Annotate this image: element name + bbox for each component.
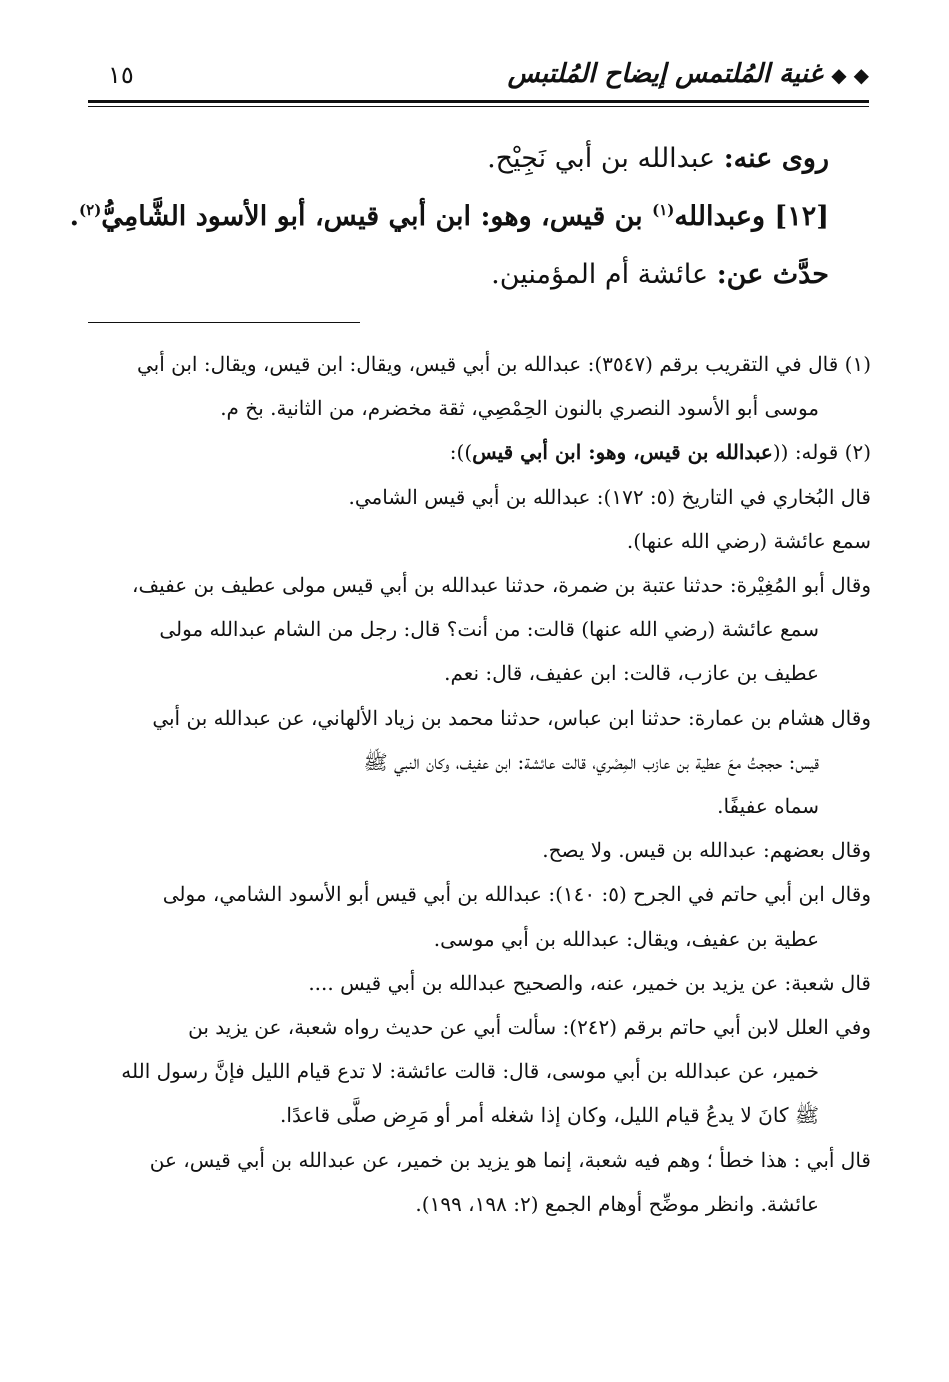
narrated-from-text: عائشة أم المؤمنين. xyxy=(491,259,717,290)
footnote-separator xyxy=(88,322,360,323)
footnote-line: قال شعبة: عن يزيد بن خمير، عنه، والصحيح عبدالله بن أبي قيس .... xyxy=(308,970,871,995)
narrators-from-label: روى عنه: xyxy=(723,143,829,174)
footnote-line: وقال أبو المُغِيْرة: حدثنا عتبة بن ضمرة، حدثنا عبدالله بن أبي قيس مولى عطيف بن عفيف، xyxy=(131,573,871,598)
main-text xyxy=(69,130,829,304)
footnote-2-end: )): xyxy=(449,440,473,465)
page-number: ١٥ xyxy=(108,61,134,89)
footnote-line: قال البُخاري في التاريخ (٥: ١٧٢): عبدالله بن أبي قيس الشامي. xyxy=(348,484,871,509)
footnote-2-quote: عبدالله بن قيس، وهو: ابن أبي قيس xyxy=(472,440,773,465)
book-title-text: غنية المُلتمس إيضاح المُلتبس xyxy=(507,59,823,89)
footnote-line: ﷺ كانَ لا يدعُ قيام الليل، وكان إذا شغله أمر أو مَرِض صلَّى قاعدًا. xyxy=(280,1103,819,1128)
footnote-line: (١) قال في التقريب برقم (٣٥٤٧): عبدالله بن أبي قيس، ويقال: ابن قيس، ويقال: ابن أبي xyxy=(136,352,871,376)
footnote-line xyxy=(88,430,871,474)
entry-name-rest: بن قيس، وهو: ابن أبي قيس، أبو الأسود الشَّامِيُّ xyxy=(101,201,653,232)
narrators-from-text: عبدالله بن أبي نَجِيْح. xyxy=(487,143,724,174)
book-title xyxy=(508,59,869,89)
footnote-line: وقال هشام بن عمارة: حدثنا ابن عباس، حدثنا محمد بن زياد الألهاني، عن عبدالله بن أبي xyxy=(152,705,871,730)
footnote-line: عائشة. وانظر موضِّح أوهام الجمع (٢: ١٩٨، ١٩٩). xyxy=(415,1191,819,1216)
narrators-from-line xyxy=(90,130,829,188)
footnote-line: قال أبي : هذا خطأ ؛ وهم فيه شعبة، إنما هو يزيد بن خمير، عن عبدالله بن أبي قيس، عن xyxy=(149,1147,871,1172)
footnote-line: سمع عائشة (رضي الله عنها). xyxy=(626,528,871,553)
footnote-line: سماه عفيفًا. xyxy=(717,794,819,819)
footnote-ref-1: (١) xyxy=(652,201,675,219)
footnote-2-start: (٢) قوله: (( xyxy=(772,440,871,465)
header-rule-thick xyxy=(88,100,869,103)
footnote-line: عطيف بن عازب، قالت: ابن عفيف، قال: نعم. xyxy=(444,661,819,686)
footnote-line: موسى أبو الأسود النصري بالنون الحِمْصِي، ثقة مخضرم، من الثانية. بخ م. xyxy=(220,396,819,421)
footnote-line: وقال بعضهم: عبدالله بن قيس. ولا يصح. xyxy=(542,838,871,863)
header-rule-thin xyxy=(88,106,869,107)
narrated-from-label: حدَّث عن: xyxy=(716,259,829,290)
entry-heading xyxy=(69,188,829,246)
footnote-line: خمير، عن عبدالله بن أبي موسى، قال: قالت عائشة: لا تدع قيام الليل فإنَّ رسول الله xyxy=(121,1059,819,1084)
entry-number: [١٢] xyxy=(765,201,829,232)
running-header xyxy=(90,55,869,97)
footnotes xyxy=(88,342,871,1226)
narrated-from-line xyxy=(90,246,829,304)
footnote-line: وقال ابن أبي حاتم في الجرح (٥: ١٤٠): عبدالله بن أبي قيس أبو الأسود الشامي، مولى xyxy=(162,882,871,907)
entry-name: وعبدالله xyxy=(674,201,766,232)
footnote-line: وفي العلل لابن أبي حاتم برقم (٢٤٢): سألت أبي عن حديث رواه شعبة، عن يزيد بن xyxy=(188,1015,871,1040)
footnote-ref-2: (٢) xyxy=(79,201,102,219)
diamond-ornament-icon: ◆ ◆ xyxy=(831,63,869,87)
footnote-line: سمع عائشة (رضي الله عنها) قالت: من أنت؟ قال: رجل من الشام عبدالله مولى xyxy=(159,617,819,642)
footnote-line: عطية بن عفيف، ويقال: عبدالله بن أبي موسى. xyxy=(433,926,819,951)
entry-end: . xyxy=(69,201,80,232)
footnote-line: قيس: حججتُ معَ عطية بن عازب المِصْري، قالت عائشة: ابن عفيف، وكان النبي ﷺ xyxy=(363,749,819,774)
